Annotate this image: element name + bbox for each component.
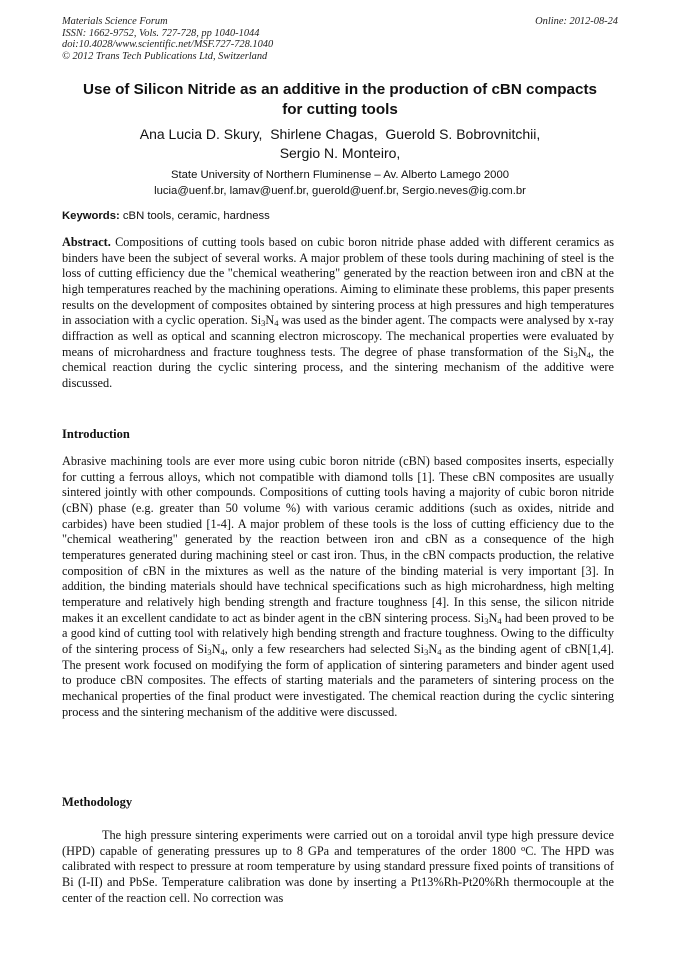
- subscript: 3: [484, 615, 489, 626]
- title-line-1: Use of Silicon Nitride as an additive in the production of cBN compacts: [83, 81, 597, 98]
- subscript: 4: [586, 349, 591, 360]
- intro-text: as the binding agent of cBN[1,4]. The present work focused on modifying the form of application of sintering parameters and binder agent used to produce cBN composites. The effects of starting materials and the parameters of sintering process on the mechanical properties of the final product were investigated. The chemical reaction during the cyclic sintering process and the sintering mechanism of the additive were discussed.: [62, 641, 614, 719]
- intro-text: N: [428, 641, 438, 656]
- subscript: 4: [437, 646, 442, 657]
- doi-line: doi:10.4028/www.scientific.net/MSF.727-728.1040: [62, 39, 274, 51]
- intro-text: N: [488, 610, 498, 625]
- copyright-line: © 2012 Trans Tech Publications Ltd, Switzerland: [62, 50, 268, 62]
- intro-text: had been proved to be a good kind of cutting tool with relatively high bending strength and fracture toughness. Owing to the difficulty of the sintering process of Si: [62, 610, 614, 656]
- authors-line-2: Sergio N. Monteiro,: [279, 145, 401, 161]
- superscript: o: [520, 842, 526, 853]
- abstract-text: N: [577, 344, 587, 359]
- abstract-text: was used as the binder agent. The compacts were analysed by x-ray diffraction as well as optical and scanning electron microscopy. The mechanical properties were evaluated by means of microhardness and fracture toughness tests. The degree of phase transformation of the Si: [62, 313, 614, 359]
- authors-line-1: Ana Lucia D. Skury, Shirlene Chagas, Guerold S. Bobrovnitchii,: [139, 126, 541, 142]
- abstract-text: N: [265, 313, 275, 328]
- journal-header: [62, 16, 618, 62]
- subscript: 3: [261, 318, 266, 329]
- subscript: 4: [274, 318, 279, 329]
- subscript: 3: [207, 646, 212, 657]
- introduction-paragraph: [62, 454, 614, 720]
- affiliation-address: State University of Northern Fluminense – Av. Alberto Lamego 2000: [170, 169, 510, 181]
- abstract-paragraph: [62, 235, 614, 392]
- keywords-text: cBN tools, ceramic, hardness: [119, 210, 270, 222]
- intro-text: N: [211, 641, 221, 656]
- journal-name: Materials Science Forum: [62, 16, 168, 27]
- introduction-heading: Introduction: [62, 427, 130, 441]
- method-text: C. The HPD was calibrated with respect to pressure at room temperature by using standard pressure fixed points of transitions of Bi (I-II) and PbSe. Temperature calibration was done by inserting a Pt13%Rh-Pt20%Rh thermocouple at the center of the reaction cell. No correction was: [62, 843, 614, 905]
- paper-title: [62, 80, 618, 120]
- subscript: 3: [424, 646, 429, 657]
- abstract-label: Abstract.: [62, 235, 111, 249]
- keywords-label: Keywords:: [62, 210, 120, 222]
- methodology-paragraph: [62, 828, 614, 906]
- subscript: 4: [220, 646, 225, 657]
- methodology-heading: Methodology: [62, 795, 133, 809]
- online-date: Online: 2012-08-24: [535, 16, 618, 27]
- abstract-text: Compositions of cutting tools based on cubic boron nitride phase added with different ceramics as binders have been the subject of several works. A major problem of these tools during machining of steel is the loss of cutting efficiency due the "chemical weathering" generated by the reaction between iron and cBN at the high temperatures reached by the machining operations. Aiming to eliminate these problems, this paper presents results on the development of composites obtained by sintering process at high pressures and high temperatures in association with a cyclic operation. Si: [62, 235, 614, 328]
- affiliation: [62, 168, 618, 199]
- subscript: 4: [497, 615, 502, 626]
- method-text: The high pressure sintering experiments were carried out on a toroidal anvil type high pressure device (HPD) capable of generating pressures up to 8 GPa and temperatures of the order 1800: [62, 828, 614, 858]
- issn-line: ISSN: 1662-9752, Vols. 727-728, pp 1040-1044: [62, 27, 260, 39]
- affiliation-emails: lucia@uenf.br, lamav@uenf.br, guerold@uenf.br, Sergio.neves@ig.com.br: [154, 184, 526, 197]
- keywords: [62, 210, 618, 222]
- subscript: 3: [573, 349, 578, 360]
- title-line-2: for cutting tools: [282, 101, 398, 118]
- intro-text: , only a few researchers had selected Si: [224, 641, 425, 656]
- abstract-text: , the chemical reaction during the cyclic sintering process, and the sintering mechanism of the additive were discussed.: [62, 344, 615, 390]
- author-list: [62, 125, 618, 163]
- intro-text: Abrasive machining tools are ever more using cubic boron nitride (cBN) based composites inserts, especially for cutting a ferrous alloys, which not compatible with diamond tolls [1]. These cBN composites are usually sintered jointly with other compounds. Compositions of cutting tools having a majority of cubic boron nitride (cBN) phase (e.g. greater than 50 volume %) with various ceramic additions (such as oxides, nitride and carbides) have been studied [1-4]. A major problem of these tools is the loss of cutting efficiency due to the "chemical weathering" generated by the reaction between iron and cBN as a consequence of the high temperatures generated during machining steel or cast iron. Thus, in the cBN compacts production, the relative composition of cBN in the mixtures as well as the nature of the binding material is very important [3]. In addition, the binding materials should have technical specifications such as high microhardness, high melting temperature and relatively high bending strength and fracture toughness [4]. In this sense, the silicon nitride makes it an excellent candidate to act as binder agent in the cBN sintering process. Si: [62, 454, 614, 625]
